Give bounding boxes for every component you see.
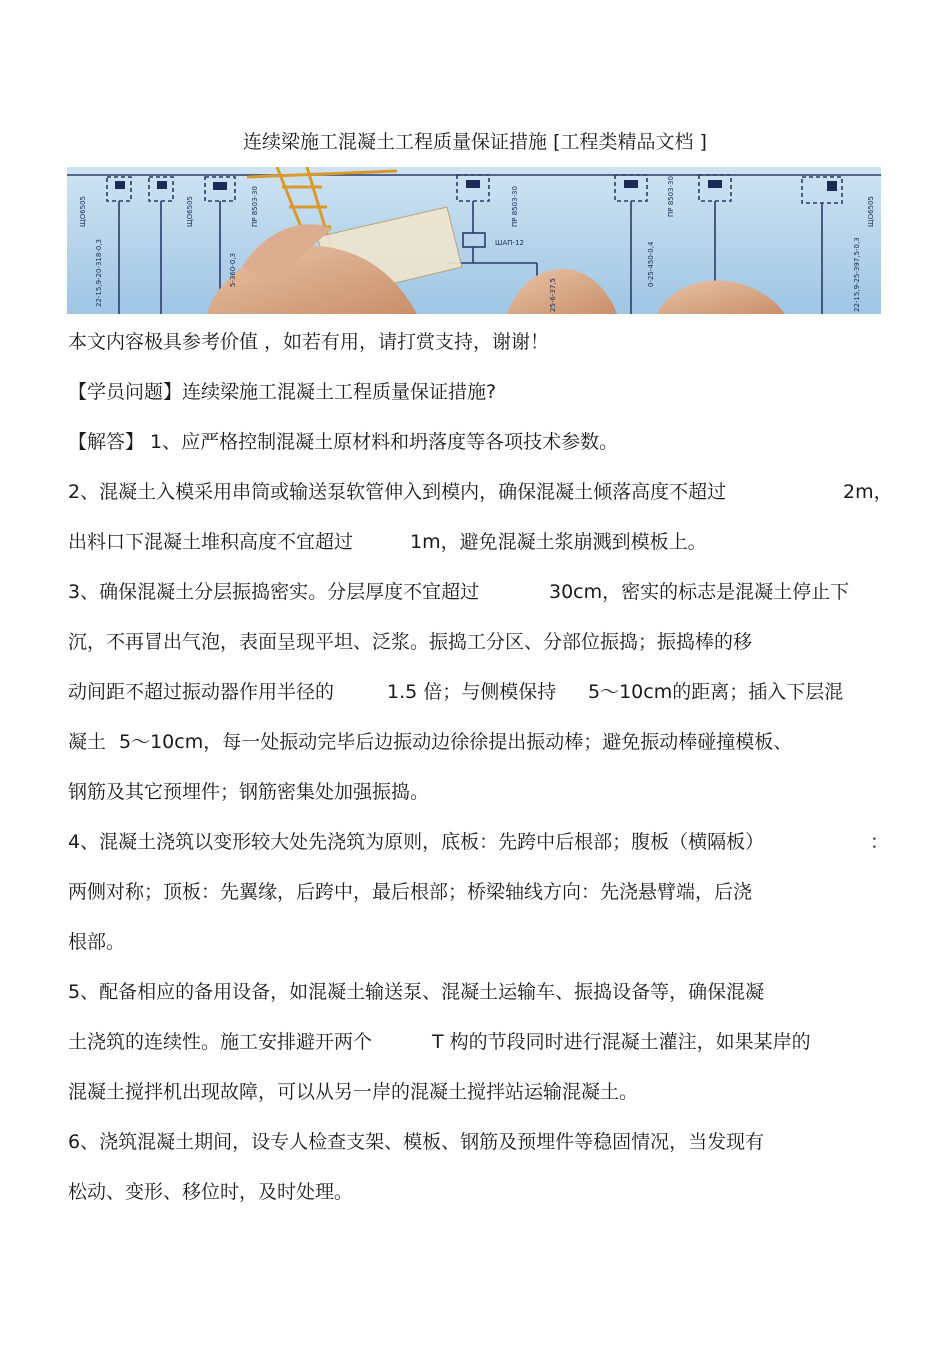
svg-text:22-15,9-20-318-0,3: 22-15,9-20-318-0,3 xyxy=(95,239,103,307)
answer-line-4c: 两侧对称；顶板：先翼缘，后跨中，最后根部；桥梁轴线方向：先浇悬臂端，后浇 xyxy=(68,881,753,903)
answer-line-3i: 钢筋及其它预埋件；钢筋密集处加强振捣。 xyxy=(68,781,430,803)
intro-line: 本文内容极具参考价值 ，如若有用，请打赏支持，谢谢！ xyxy=(68,331,550,353)
svg-text:ПР 8503-30: ПР 8503-30 xyxy=(667,176,675,217)
svg-text:5-360-0,3: 5-360-0,3 xyxy=(229,253,237,287)
answer-line-4a: 4、混凝土浇筑以变形较大处先浇筑为原则，底板：先跨中后根部；腹板（横隔板） xyxy=(68,831,765,853)
answer-line-4b: ： xyxy=(870,831,890,853)
answer-line-5d: 混凝土搅拌机出现故障，可以从另一岸的混凝土搅拌站运输混凝土。 xyxy=(68,1081,639,1103)
banner-image xyxy=(67,167,881,314)
answer-line-2b: 2m， xyxy=(843,481,893,503)
answer-line-3e: 1.5 倍；与侧模保持 xyxy=(387,681,557,703)
banner-illustration xyxy=(67,167,881,314)
answer-line-2d: 1m，避免混凝土浆崩溅到模板上。 xyxy=(410,531,707,553)
question-line: 【学员问题】连续梁施工混凝土工程质量保证措施? xyxy=(68,381,497,403)
answer-line-1: 【解答】 1、应严格控制混凝土原材料和坍落度等各项技术参数。 xyxy=(68,431,619,453)
answer-line-3h: 5～10cm，每一处振动完毕后边振动边徐徐提出振动棒；避免振动棒碰撞模板、 xyxy=(119,731,793,753)
svg-text:ЩО6505: ЩО6505 xyxy=(186,196,194,227)
svg-text:ЩО6505: ЩО6505 xyxy=(867,196,875,227)
document-title: 连续梁施工混凝土工程质量保证措施 [工程类精品文档 ] xyxy=(243,131,707,153)
answer-line-3d: 动间距不超过振动器作用半径的 xyxy=(68,681,335,703)
answer-line-3b: 30cm，密实的标志是混凝土停止下 xyxy=(549,581,850,603)
svg-text:ЩО6505: ЩО6505 xyxy=(79,196,87,227)
svg-text:25-6-37,5: 25-6-37,5 xyxy=(549,278,557,312)
answer-line-4d: 根部。 xyxy=(68,931,126,953)
answer-line-5c: T 构的节段同时进行混凝土灌注，如果某岸的 xyxy=(432,1031,811,1053)
answer-line-3g: 凝土 xyxy=(68,731,107,753)
answer-line-5b: 土浇筑的连续性。施工安排避开两个 xyxy=(68,1031,373,1053)
svg-text:22-15,9-25-397,5-0,3: 22-15,9-25-397,5-0,3 xyxy=(853,237,861,312)
answer-line-2a: 2、混凝土入模采用串筒或输送泵软管伸入到模内，确保混凝土倾落高度不超过 xyxy=(68,481,727,503)
answer-line-3f: 5～10cm的距离；插入下层混 xyxy=(588,681,844,703)
svg-text:ПР 8503-30: ПР 8503-30 xyxy=(251,186,259,227)
answer-line-2c: 出料口下混凝土堆积高度不宜超过 xyxy=(68,531,354,553)
svg-text:ПР 8503-30: ПР 8503-30 xyxy=(511,186,519,227)
answer-line-3a: 3、确保混凝土分层振捣密实。分层厚度不宜超过 xyxy=(68,581,480,603)
svg-text:0-25-450-0,4: 0-25-450-0,4 xyxy=(647,241,655,287)
answer-line-5a: 5、配备相应的备用设备，如混凝土输送泵、混凝土运输车、振捣设备等，确保混凝 xyxy=(68,981,765,1003)
answer-line-6a: 6、浇筑混凝土期间，设专人检查支架、模板、钢筋及预埋件等稳固情况，当发现有 xyxy=(68,1131,765,1153)
answer-line-3c: 沉，不再冒出气泡，表面呈现平坦、泛浆。振捣工分区、分部位振捣；振捣棒的移 xyxy=(68,631,753,653)
answer-line-6b: 松动、变形、移位时，及时处理。 xyxy=(68,1181,354,1203)
svg-text:ШАП-12: ШАП-12 xyxy=(495,239,524,247)
